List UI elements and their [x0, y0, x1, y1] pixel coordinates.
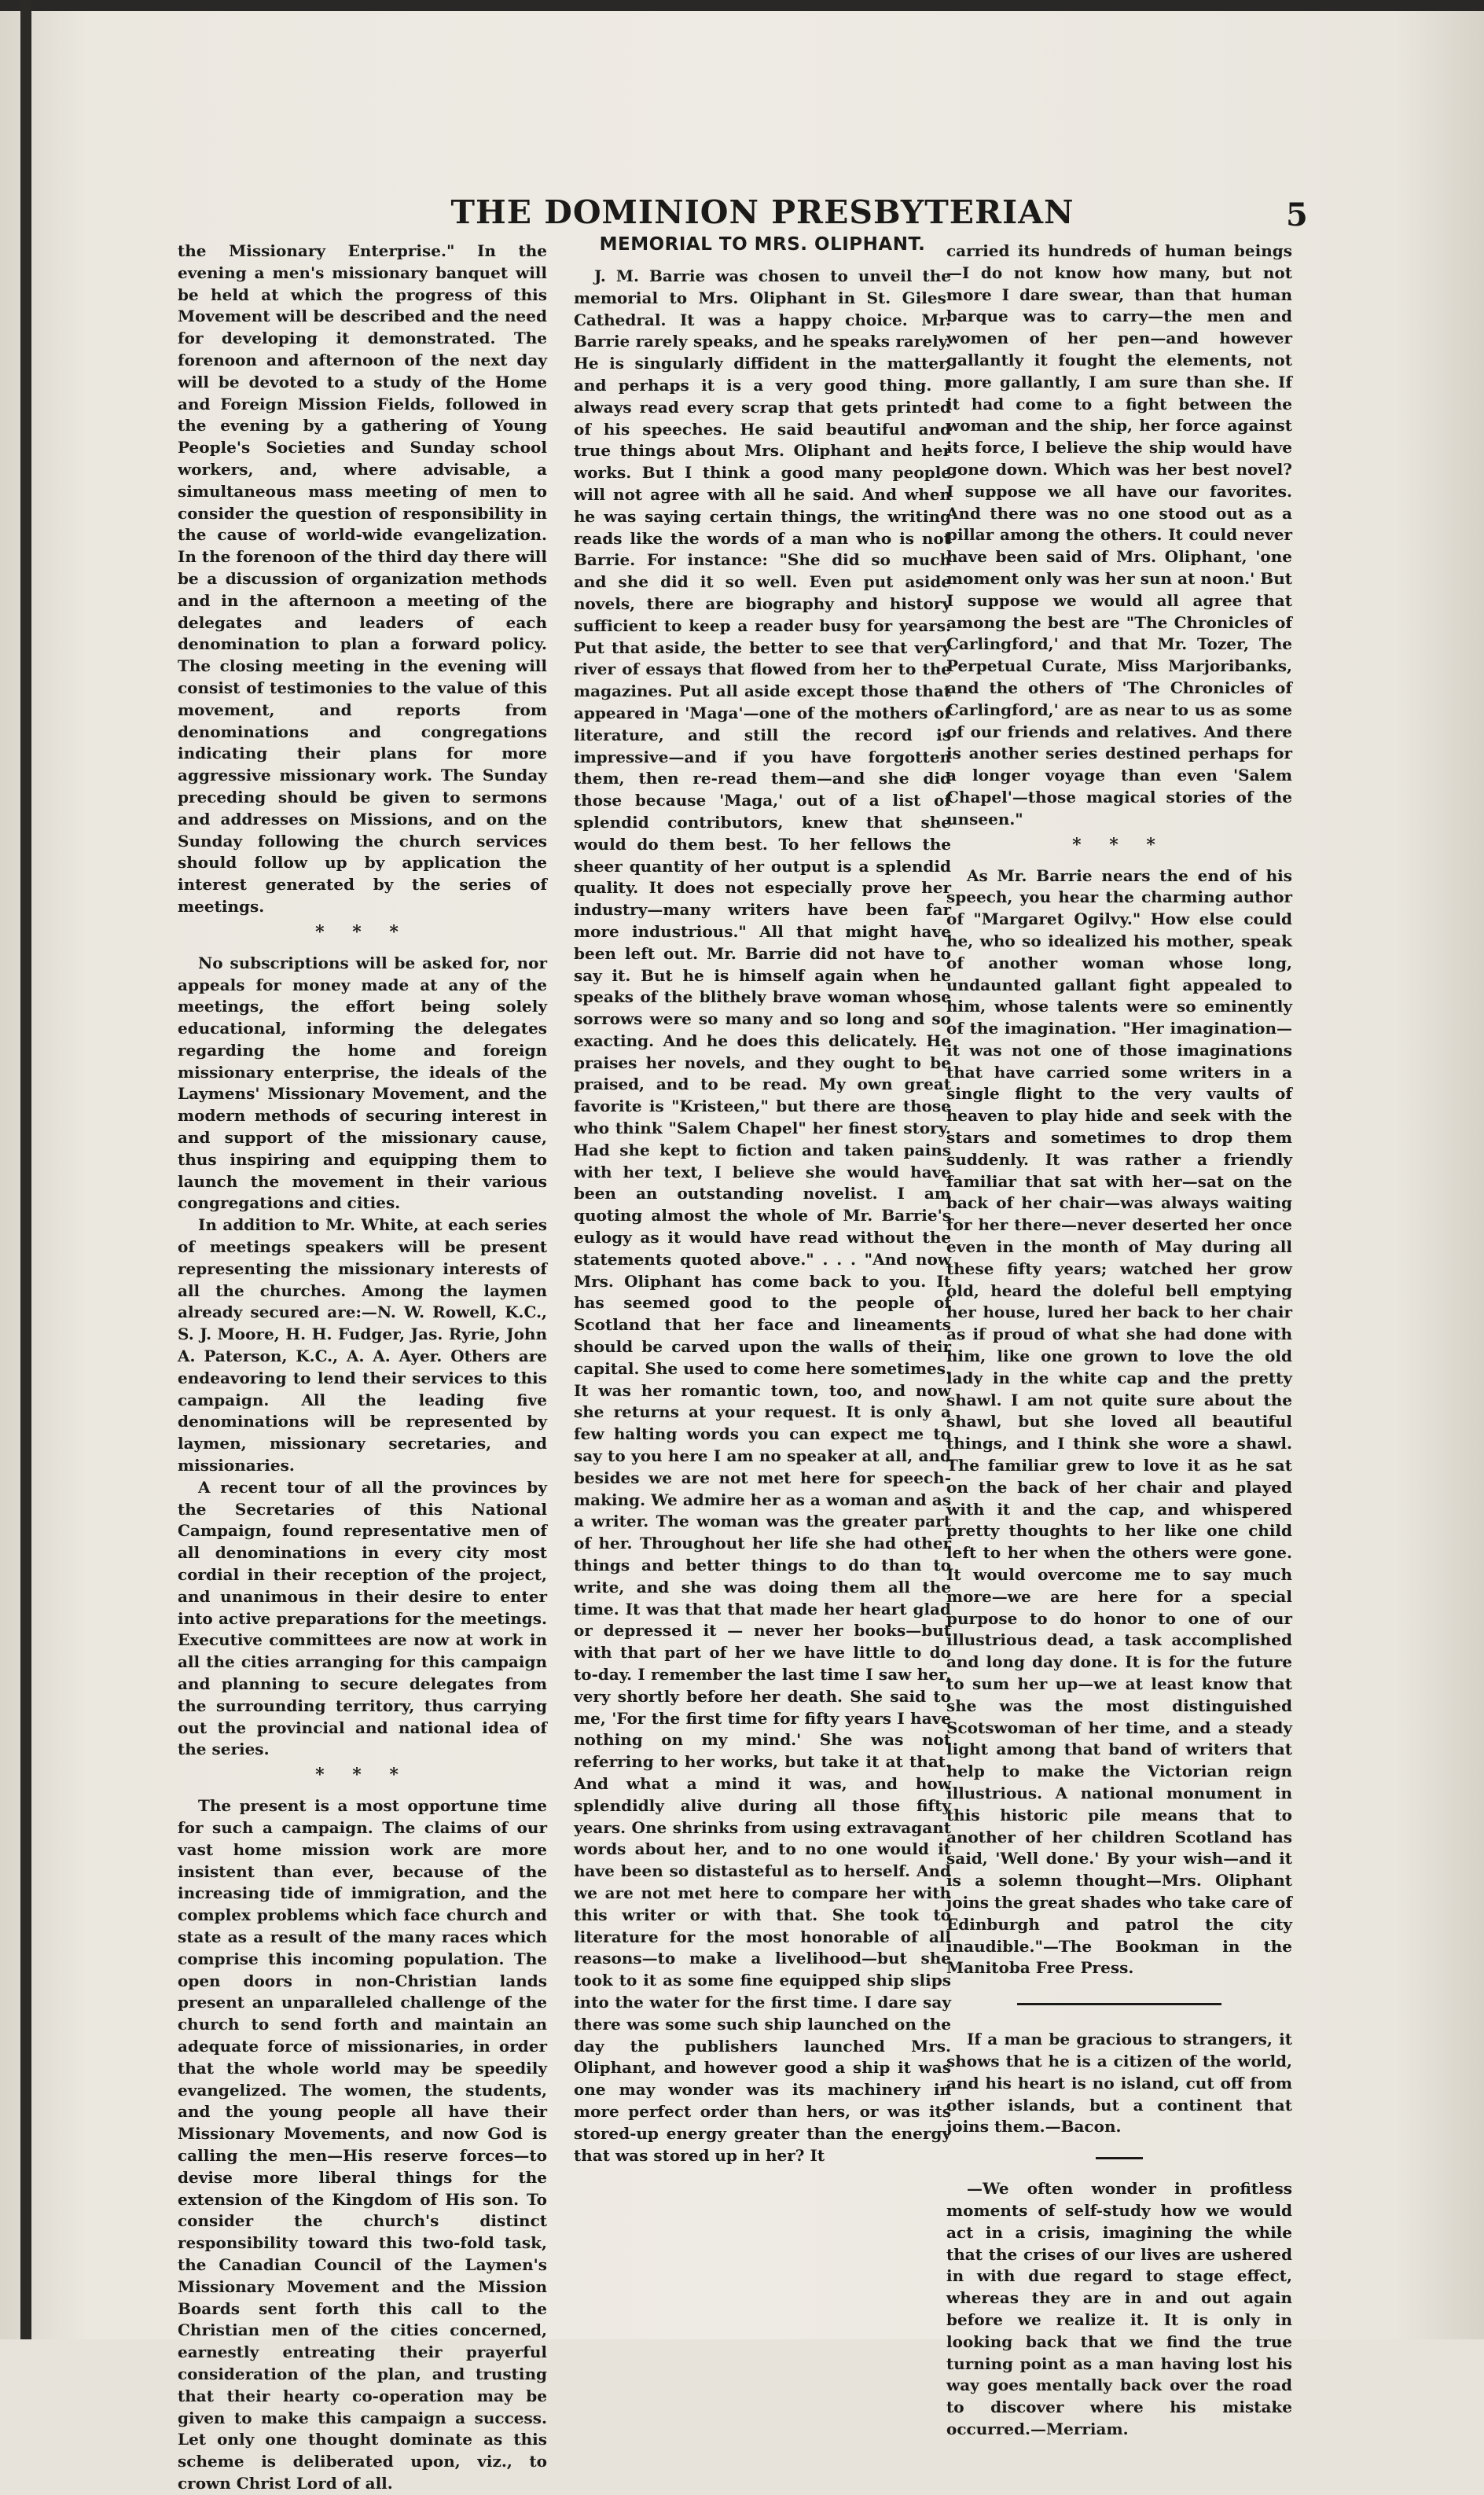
paragraph: the Missionary Enterprise." In the evening a men's missionary banquet will be held at which the progress of this Movement will be described and the need for developing it demonstrated. The forenoon and afternoon of the next day will be devoted to a study of the Home and Foreign Mission Fields, followed in the evening by a gathering of Young People's Societies and Sunday school workers, and, where advisable, a simultaneous mass meeting of men to consider the question of responsibility in the cause of world-wide evangelization. In the forenoon of the third day there will be a discussion of organization methods and in the afternoon a meeting of the delegates and leaders of each denomination to plan a forward policy. The closing meeting in the evening will consist of testimonies to the value of this movement, and reports from denominations and congregations indicating their plans for more aggressive missionary work. The Sunday preceding should be given to sermons and addresses on Missions, and on the Sunday following the church services should follow up by application the interest generated by the series of meetings.: [178, 241, 547, 916]
paragraph: As Mr. Barrie nears the end of his speech, you hear the charming author of "Margaret Ogilvy." How else could he, who so idealized his mother, speak of another woman whose long, undaunted gallant fight appealed to him, whose talents were so eminently of the imagination. "Her imagination—it was not one of those imaginations that have carried some writers in a single flight to the very vaults of heaven to play hide and seek with the stars and sometimes to drop them suddenly. It was rather a friendly familiar that sat with her—sat on the back of her chair—was always waiting for her there—never deserted her once even in the month of May during all these fifty years; watched her grow old, heard the doleful bell emptying her house, lured her back to her chair as if proud of what she had done with him, like one grown to love the old lady in the white cap and the pretty shawl. I am not quite sure about the shawl, but she loved all beautiful things, and I think she wore a shawl. The familiar grew to love it as he sat on the back of her chair and played with it and the cap, and whispered pretty thoughts to her like one child left to her when the others were gone. It would overcome me to say much more—we are here for a special purpose to do honor to one of our illustrious dead, a task accomplished and long day done. It is for the future to sum her up—we at least know that she was the most distinguished Scotswoman of her time, and a steady light among that band of writers that help to make the Victorian reign illustrious. A national monument in this historic pile means that to another of her children Scotland has said, 'Well done.' By your wish—and it is a solemn thought—Mrs. Oliphant joins the great shades who take care of Edinburgh and patrol the city inaudible."—The Bookman in the Manitoba Free Press.: [946, 865, 1292, 1978]
page-number: 5: [1286, 197, 1308, 233]
column-1: [178, 241, 547, 2495]
section-separator: * * *: [315, 1765, 410, 1786]
paragraph: carried its hundreds of human beings—I do not know how many, but not more I dare swear, than that human barque was to carry—the men and women of her pen—and however gallantly it fought the elements, not more gallantly, I am sure than she. If it had come to a fight between the woman and the ship, her force against its force, I believe the ship would have gone down. Which was her best novel? I suppose we all have our favorites. And there was no one stood out as a pillar among the others. It could never have been said of Mrs. Oliphant, 'one moment only was her sun at noon.' But I suppose we would all agree that among the best are "The Chronicles of Carlingford,' and that Mr. Tozer, The Perpetual Curate, Miss Marjoribanks, and the others of 'The Chronicles of Carlingford,' are as near to us as some of our friends and relatives. And there is another series destined perhaps for a longer voyage than even 'Salem Chapel'—those magical stories of the unseen.": [946, 241, 1292, 829]
masthead: THE DOMINION PRESBYTERIAN: [450, 193, 1074, 231]
section-separator: * * *: [1072, 834, 1166, 855]
scan-top-edge: [0, 0, 1484, 11]
paragraph: No subscriptions will be asked for, nor appeals for money made at any of the meetings, the effort being solely educational, informing the delegates regarding the home and foreign missionary enterprise, the ideals of the Laymens' Missionary Movement, and the modern methods of securing interest in and support of the missionary cause, thus inspiring and equipping them to launch the movement in their various congregations and cities.: [178, 953, 547, 1213]
column-3: [946, 241, 1292, 2441]
paragraph: The present is a most opportune time for such a campaign. The claims of our vast home mission work are more insistent than ever, because of the increasing tide of immigration, and the complex problems which face church and state as a result of the many races which comprise this incoming population. The open doors in non-Christian lands present an unparalleled challenge of the church to send forth and maintain an adequate force of missionaries, in order that the whole world may be speedily evangelized. The women, the students, and the young people all have their Missionary Movements, and now God is calling the men—His reserve forces—to devise more liberal things for the extension of the Kingdom of His son. To consider the church's distinct responsibility toward this two-fold task, the Canadian Council of the Laymen's Missionary Movement and the Mission Boards sent forth this call to the Christian men of the cities concerned, earnestly entreating their prayerful consideration of the plan, and trusting that their hearty co-operation may be given to make this campaign a success. Let only one thought dominate as this scheme is deliberated upon, viz., to crown Christ Lord of all.: [178, 1796, 547, 2493]
article-heading: MEMORIAL TO MRS. OLIPHANT.: [599, 234, 926, 255]
article-body: [574, 266, 951, 2166]
article-body: [946, 241, 1292, 2441]
paragraph: In addition to Mr. White, at each series of meetings speakers will be present representing the missionary interests of all the churches. Among the laymen already secured are:—N. W. Rowell, K.C., S. J. Moore, H. H. Fudger, Jas. Ryrie, John A. Paterson, K.C., A. A. Ayer. Others are endeavoring to lend their services to this campaign. All the leading five denominations will be represented by laymen, missionary secretaries, and missionaries.: [178, 1215, 547, 1475]
section-separator: * * *: [315, 921, 410, 943]
horizontal-rule: [1096, 2157, 1143, 2159]
paragraph: J. M. Barrie was chosen to unveil the memorial to Mrs. Oliphant in St. Giles' Cathedral. It was a happy choice. Mr. Barrie rarely speaks, and he speaks rarely. He is singularly diffident in the matter, and perhaps it is a very good thing. I always read every scrap that gets printed of his speeches. He said beautiful and true things about Mrs. Oliphant and her works. But I think a good many people will not agree with all he said. And when he was saying certain things, the writing reads like the words of a man who is not Barrie. For instance: "She did so much and she did it so well. Even put aside novels, there are biography and history sufficient to keep a reader busy for years. Put that aside, the better to see that very river of essays that flowed from her to the magazines. Put all aside except those that appeared in 'Maga'—one of the mothers of literature, and still the record is impressive—and if you have forgotten them, then re-read them—and she did those because 'Maga,' out of a list of splendid contributors, knew that she would do them best. To her fellows the sheer quantity of her output is a splendid quality. It does not especially prove her industry—many writers have been far more industrious." All that might have been left out. Mr. Barrie did not have to say it. But he is himself again when he speaks of the blithely brave woman whose sorrows were so many and so long and so exacting. And he does this delicately. He praises her novels, and they ought to be praised, and to be read. My own great favorite is "Kristeen," but there are those who think "Salem Chapel" her finest story. Had she kept to fiction and taken pains with her text, I believe she would have been an outstanding novelist. I am quoting almost the whole of Mr. Barrie's eulogy as it would have read without the statements quoted above." . . . "And now Mrs. Oliphant has come back to you. It has seemed good to the people of Scotland that her face and lineaments should be carved upon the walls of their capital. She used to come here sometimes. It was her romantic town, too, and now she returns at your request. It is only a few halting words you can expect me to say to you here I am no speaker at all, and besides we are not met here for speech-making. We admire her as a woman and as a writer. The woman was the greater part of her. Throughout her life she had other things and better things to do than to write, and she was doing them all the time. It was that that made her heart glad or depressed it — never her books—but with that part of her we have little to do to-day. I remember the last time I saw her, very shortly before her death. She said to me, 'For the first time for fifty years I have nothing on my mind.' She was not referring to her works, but take it at that. And what a mind it was, and how splendidly alive during all those fifty years. One shrinks from using extravagant words about her, and to no one would it have been so distasteful as to herself. And we are not met here to compare her with this writer or with that. She took to literature for the most honorable of all reasons—to make a livelihood—but she took to it as some fine equipped ship slips into the water for the first time. I dare say there was some such ship launched on the day the publishers launched Mrs. Oliphant, and however good a ship it was one may wonder was its machinery in more perfect order than hers, or was its stored-up energy greater than the energy that was stored up in her? It: [574, 266, 951, 2165]
quote-paragraph: If a man be gracious to strangers, it shows that he is a citizen of the world, and his heart is no island, cut off from other islands, but a continent that joins them.—Bacon.: [946, 2030, 1292, 2137]
paragraph: A recent tour of all the provinces by the Secretaries of this National Campaign, found representative men of all denominations in every city most cordial in their reception of the project, and unanimous in their desire to enter into active preparations for the meetings. Executive committees are now at work in all the cities arranging for this campaign and planning to secure delegates from the surrounding territory, thus carrying out the provincial and national idea of the series.: [178, 1477, 547, 1759]
column-2: [574, 233, 951, 2166]
scan-binding-edge: [20, 0, 31, 2339]
quote-paragraph: —We often wonder in profitless moments of self-study how we would act in a crisis, imagining the while that the crises of our lives are ushered in with due regard to stage effect, whereas they are in and out again before we realize it. It is only in looking back that we find the true turning point as a man having lost his way goes mentally back over the road to discover where his mistake occurred.—Merriam.: [946, 2179, 1292, 2438]
horizontal-rule: [1017, 2003, 1221, 2005]
